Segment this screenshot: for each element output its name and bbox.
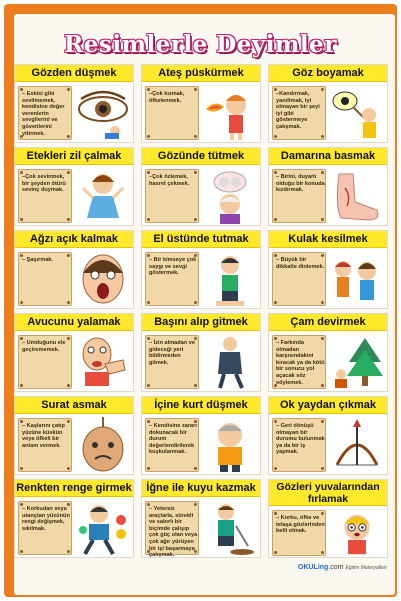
listening-family-icon bbox=[329, 251, 385, 307]
painting-eye-icon bbox=[329, 85, 385, 141]
digging-boy-icon bbox=[202, 500, 258, 556]
idiom-title: Surat asmak bbox=[15, 397, 133, 414]
idiom-meaning: – Şaşırmak. bbox=[22, 257, 54, 263]
idiom-card bbox=[14, 230, 134, 309]
licking-palm-icon bbox=[75, 334, 131, 390]
brand-suffix: .com bbox=[328, 564, 344, 571]
idiom-meaning: –Kandırmak, yanıltmak, iyi olmayan bir şeyi iyi gibi göstermeye çalışmak. bbox=[276, 91, 320, 130]
idiom-title: Avucunu yalamak bbox=[15, 314, 133, 331]
idiom-meaning: – Geri dönüşü olmayan bir durumu bulunmak ya da bir iş yapmak. bbox=[276, 423, 325, 456]
idiom-card bbox=[14, 147, 134, 226]
idiom-meaning: – Korku, öfke ve telaşa gözlerinden belli olmak. bbox=[276, 515, 325, 535]
poster-title: Resimlerle Deyimler bbox=[64, 31, 337, 58]
pine-tree-icon bbox=[329, 334, 385, 390]
surprised-face-icon bbox=[75, 251, 131, 307]
foot-icon bbox=[329, 168, 385, 224]
idiom-meaning: –Çok kızmak, öfkelenmek. bbox=[149, 91, 185, 104]
idiom-meaning: – Yetersiz araçlarla, sürekli ve sabırlı bir biçimde çalışıp çok güç olan veya çok ağır yürüyen bir işi başarmaya çalışmak. bbox=[149, 506, 198, 559]
meaning-note bbox=[18, 418, 72, 472]
idiom-card bbox=[141, 313, 261, 392]
idiom-card bbox=[14, 64, 134, 143]
colorful-boy-icon bbox=[75, 500, 131, 556]
eye-icon bbox=[75, 85, 131, 141]
worried-man-icon bbox=[202, 417, 258, 473]
walking-man-icon bbox=[202, 334, 258, 390]
idiom-card bbox=[141, 396, 261, 475]
idiom-title: Çam devirmek bbox=[269, 314, 387, 331]
idiom-title: Gözden düşmek bbox=[15, 65, 133, 82]
idiom-title: El üstünde tutmak bbox=[142, 231, 260, 248]
meaning-note bbox=[272, 335, 326, 389]
raised-boy-icon bbox=[202, 251, 258, 307]
idiom-title: Ok yaydan çıkmak bbox=[269, 397, 387, 414]
idiom-meaning: – Eskisi gibi sevilmemek, kendisine değer verenlerin sevgilerini ve güvenlerini yitirmek. bbox=[22, 91, 65, 137]
idiom-card bbox=[141, 64, 261, 143]
idiom-meaning: – Kaşlarını çatıp yüzüne küskün veya öfkeli bir anlam vermek. bbox=[22, 423, 65, 449]
idiom-meaning: – Farkında olmadan karşısındakini kıracak ya da kötü bir sonucu yol açacak söz söylemek. bbox=[276, 340, 325, 386]
bow-arrow-icon bbox=[329, 417, 385, 473]
idiom-title: Göz boyamak bbox=[269, 65, 387, 82]
idiom-title: Başını alıp gitmek bbox=[142, 314, 260, 331]
meaning-note bbox=[145, 86, 199, 140]
brand-logo bbox=[298, 564, 387, 571]
idiom-meaning: – Büyük bir dikkatle dinlemek. bbox=[276, 257, 325, 270]
idiom-title: İçine kurt düşmek bbox=[142, 397, 260, 414]
idiom-title: Ateş püskürmek bbox=[142, 65, 260, 82]
meaning-note bbox=[272, 252, 326, 306]
meaning-note bbox=[145, 252, 199, 306]
idiom-meaning: –Çok sevinmek, bir şeyden ötürü sevinç duymak. bbox=[22, 174, 66, 194]
idiom-card bbox=[268, 147, 388, 226]
idiom-card bbox=[14, 479, 134, 558]
idiom-meaning: – Birini, duyarlı olduğu bir konuda kızdırmak. bbox=[276, 174, 325, 194]
brand-name: OKULing bbox=[298, 564, 329, 571]
idiom-card bbox=[14, 313, 134, 392]
idiom-meaning: – Korkudan veya utançtan yüzünün rengi değişmek, sıkılmak. bbox=[22, 506, 70, 532]
idiom-card bbox=[14, 396, 134, 475]
meaning-note bbox=[272, 86, 326, 140]
idiom-title: Kulak kesilmek bbox=[269, 231, 387, 248]
hanging-face-icon bbox=[75, 417, 131, 473]
idiom-card bbox=[268, 230, 388, 309]
meaning-note bbox=[18, 86, 72, 140]
meaning-note bbox=[18, 169, 72, 223]
angry-girl-fire-icon bbox=[202, 85, 258, 141]
idiom-title: Renkten renge girmek bbox=[15, 480, 133, 497]
shocked-boy-icon bbox=[329, 506, 385, 556]
idiom-card bbox=[268, 479, 388, 558]
idiom-title: Gözünde tütmek bbox=[142, 148, 260, 165]
happy-girl-icon bbox=[75, 168, 131, 224]
meaning-note bbox=[18, 252, 72, 306]
idiom-card bbox=[268, 396, 388, 475]
idiom-title: Gözleri yuvalarından fırlamak bbox=[269, 480, 387, 506]
meaning-note bbox=[145, 335, 199, 389]
idiom-card bbox=[141, 479, 261, 558]
meaning-note bbox=[145, 169, 199, 223]
idiom-card bbox=[141, 147, 261, 226]
brand-subtitle: Eğitim Materyalleri bbox=[345, 565, 387, 571]
grandparents-icon bbox=[202, 168, 258, 224]
idiom-card bbox=[141, 230, 261, 309]
meaning-note bbox=[145, 418, 199, 472]
meaning-note bbox=[18, 335, 72, 389]
idiom-title: Etekleri zil çalmak bbox=[15, 148, 133, 165]
idiom-meaning: – Kendisine zararı dokunacak bir durum değerlendirilerek kuşkulanmak. bbox=[149, 423, 197, 456]
idiom-title: İğne ile kuyu kazmak bbox=[142, 480, 260, 497]
idiom-meaning: – Umduğunu ele geçirememek. bbox=[22, 340, 66, 353]
idiom-meaning: –Çok özlemek, hasret çekmek. bbox=[149, 174, 190, 187]
idiom-title: Ağzı açık kalmak bbox=[15, 231, 133, 248]
meaning-note bbox=[272, 510, 326, 556]
idiom-card bbox=[268, 64, 388, 143]
meaning-note bbox=[145, 501, 199, 559]
idiom-title: Damarına basmak bbox=[269, 148, 387, 165]
meaning-note bbox=[272, 169, 326, 223]
meaning-note bbox=[272, 418, 326, 472]
idiom-card bbox=[268, 313, 388, 392]
meaning-note bbox=[18, 501, 72, 555]
idiom-meaning: – Bir kimseye çok saygı ve sevgi göstermek. bbox=[149, 257, 197, 277]
idiom-meaning: – İzin almadan ve gideceği yeri bildirmeden gitmek. bbox=[149, 340, 196, 366]
